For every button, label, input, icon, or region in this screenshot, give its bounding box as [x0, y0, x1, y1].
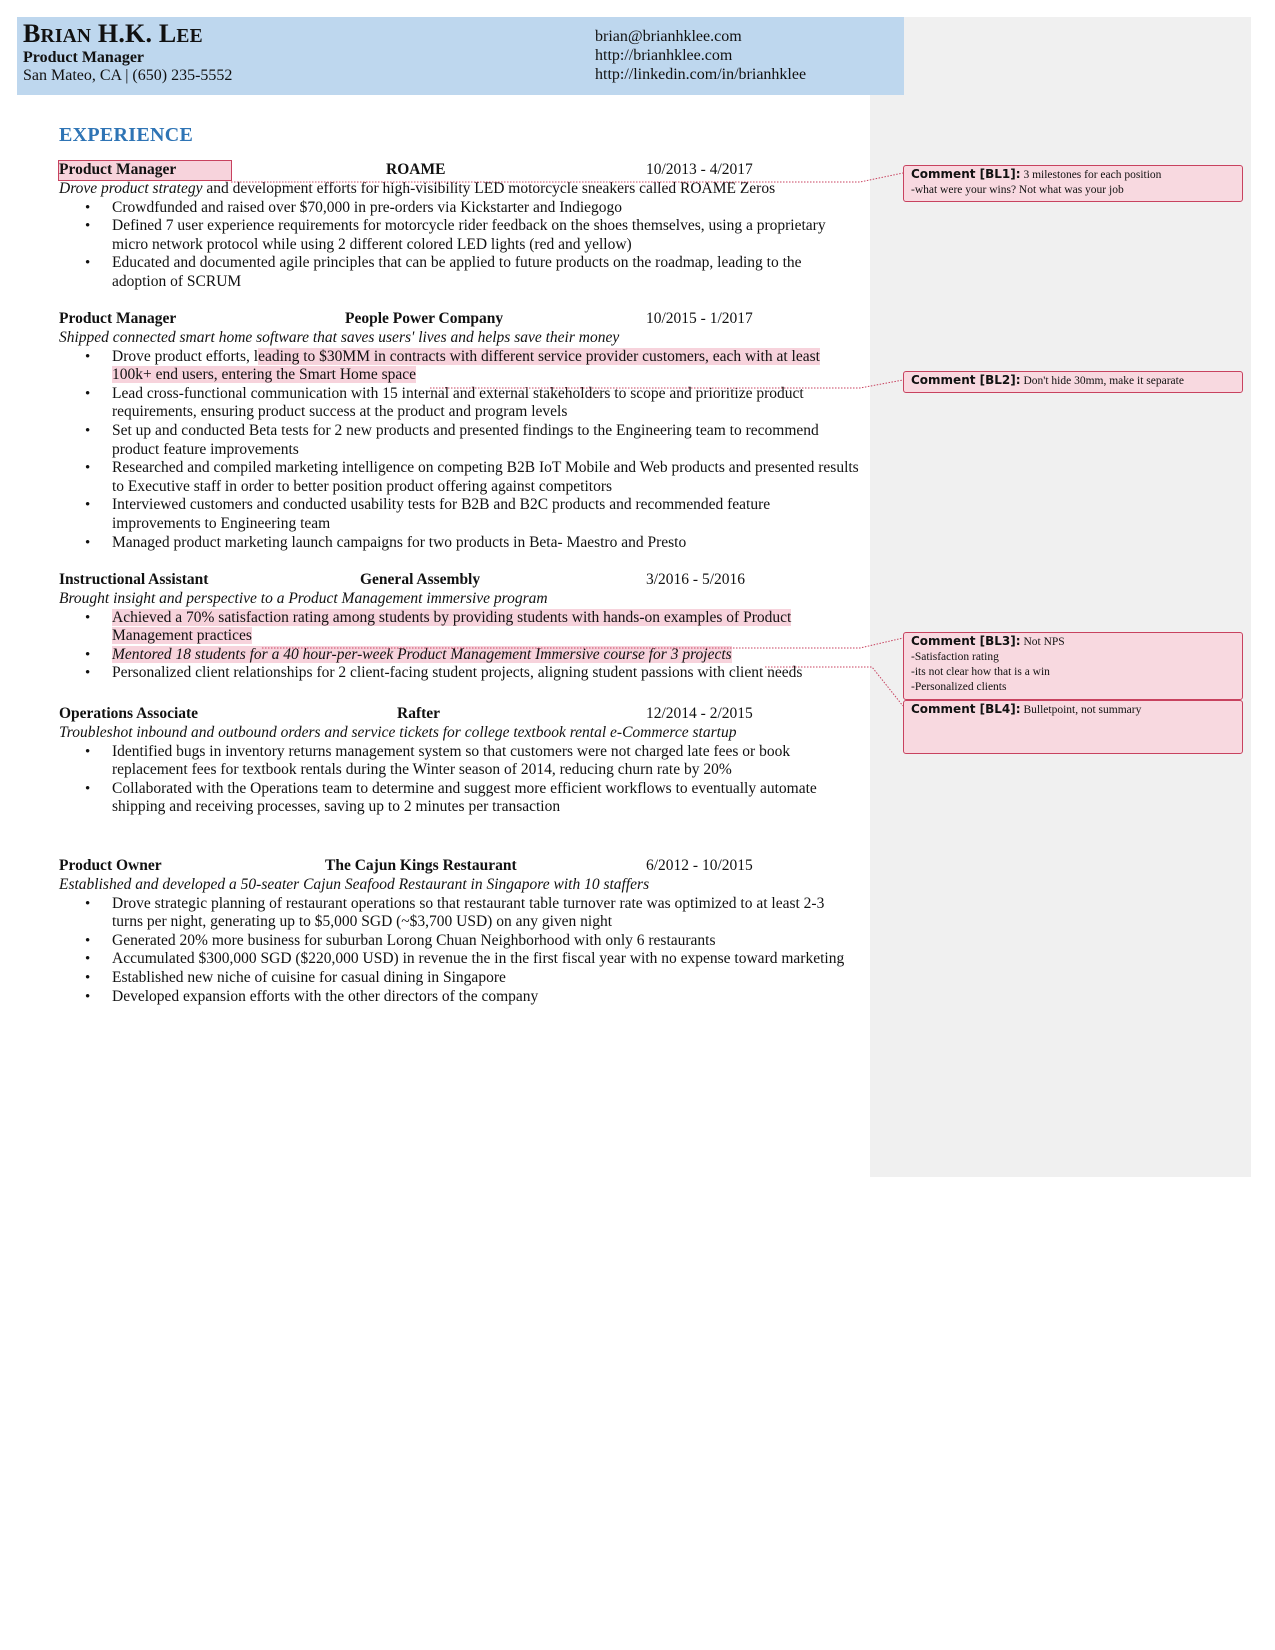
candidate-location: San Mateo, CA | (650) 235-5552 — [23, 67, 233, 84]
name-middle: H.K. — [97, 19, 153, 48]
list-item: • Established new niche of cuisine for casual dining in Singapore — [112, 969, 859, 988]
job-title[interactable]: Product Manager — [59, 161, 231, 180]
comment-line: -Personalized clients — [911, 681, 1007, 693]
comment-bl4[interactable] — [903, 700, 1243, 754]
summary-rest: and development efforts for high-visibility LED motorcycle sneakers called ROAME Zeros — [202, 180, 776, 197]
list-item: • Identified bugs in inventory returns management system so that customers were not charged late fees or book replacement fees for textbook rentals during the Winter season of 2014, reducing churn rate by 20% — [112, 743, 859, 780]
job-summary — [59, 180, 859, 199]
comment-label: Comment [BL4]: — [911, 702, 1021, 716]
job-header — [59, 571, 859, 590]
job-header — [59, 857, 859, 876]
comment-label: Comment [BL3]: — [911, 634, 1021, 648]
summary-italic: Drove product strategy — [59, 180, 203, 197]
list-item: • Crowdfunded and raised over $70,000 in pre-orders via Kickstarter and Indiegogo — [112, 199, 859, 218]
list-item — [112, 646, 859, 665]
comment-line: Not NPS — [1023, 636, 1065, 648]
comment-line: Don't hide 30mm, make it separate — [1023, 375, 1184, 387]
contact-website[interactable]: http://brianhklee.com — [595, 47, 733, 64]
section-title-experience: EXPERIENCE — [59, 124, 194, 146]
job-company: People Power Company — [345, 310, 504, 327]
list-item: • Generated 20% more business for suburban Lorong Chuan Neighborhood with only 6 restaurants — [112, 932, 859, 951]
name-first-initial: B — [23, 19, 41, 48]
contact-linkedin[interactable]: http://linkedin.com/in/brianhklee — [595, 66, 807, 83]
comment-label: Comment [BL1]: — [911, 167, 1021, 181]
list-item: • Drove strategic planning of restaurant operations so that restaurant table turnover rate was optimized to at least 2-3 turns per night, generating up to $5,000 SGD (~$3,700 USD) on any given night — [112, 895, 859, 932]
job-entry-general-assembly — [59, 571, 859, 683]
job-dates: 3/2016 - 5/2016 — [646, 571, 746, 588]
job-dates: 10/2015 - 1/2017 — [646, 310, 753, 327]
comment-line: -Satisfaction rating — [911, 651, 999, 663]
list-item: • Managed product marketing launch campaigns for two products in Beta- Maestro and Presto — [112, 534, 859, 553]
list-item: • Personalized client relationships for 2 client-facing student projects, aligning student passions with client needs — [112, 664, 859, 683]
job-company: General Assembly — [360, 571, 481, 588]
resume-header — [17, 17, 904, 95]
bullet-text: Drove product efforts, l — [112, 347, 259, 365]
job-entry-people-power — [59, 310, 859, 552]
list-item: • Set up and conducted Beta tests for 2 new products and presented findings to the Engineering team to recommend product feature improvements — [112, 422, 859, 459]
comment-label: Comment [BL2]: — [911, 373, 1021, 387]
job-company: ROAME — [386, 161, 446, 178]
candidate-title: Product Manager — [23, 49, 145, 66]
bullet-list — [59, 743, 859, 817]
highlighted-text[interactable]: eading to $30MM in contracts with different service provider customers, each with at least 100k+ end users, entering the Smart Home space — [112, 347, 820, 384]
bullet-list — [59, 895, 859, 1007]
job-entry-roame — [59, 161, 859, 292]
bullet-list — [59, 199, 859, 292]
job-company: Rafter — [397, 705, 441, 722]
bullet-list — [59, 609, 859, 683]
job-title: Product Manager — [59, 310, 177, 327]
list-item: • Defined 7 user experience requirements for motorcycle rider feedback on the shoes themselves, using a proprietary micro network protocol while using 2 different colored LED lights (red and yellow) — [112, 217, 859, 254]
comment-line: -what were your wins? Not what was your job — [911, 184, 1124, 196]
contact-block — [595, 27, 806, 84]
name-first-rest: RIAN — [40, 26, 92, 47]
list-item: • Researched and compiled marketing intelligence on competing B2B IoT Mobile and Web products and presented results to Executive staff in order to better position product offering against competitors — [112, 459, 859, 496]
list-item: • Collaborated with the Operations team to determine and suggest more efficient workflows to eventually automate shipping and receiving processes, saving up to 2 minutes per transaction — [112, 780, 859, 817]
comment-line: -its not clear how that is a win — [911, 666, 1050, 678]
job-dates: 10/2013 - 4/2017 — [646, 161, 753, 178]
job-entry-cajun-kings — [59, 857, 859, 1006]
name-last-rest: EE — [176, 26, 203, 47]
job-dates: 12/2014 - 2/2015 — [646, 705, 753, 722]
comment-line: Bulletpoint, not summary — [1023, 704, 1142, 716]
job-summary: Established and developed a 50-seater Cajun Seafood Restaurant in Singapore with 10 staffers — [59, 876, 650, 893]
candidate-name — [23, 19, 203, 49]
comment-line: 3 milestones for each position — [1023, 169, 1162, 181]
name-last-initial: L — [158, 19, 177, 48]
job-title: Instructional Assistant — [59, 571, 209, 588]
job-company: The Cajun Kings Restaurant — [325, 857, 517, 874]
list-item: • Interviewed customers and conducted usability tests for B2B and B2C products and recommended feature improvements to Engineering team — [112, 496, 859, 533]
list-item: • Educated and documented agile principles that can be applied to future products on the roadmap, leading to the adoption of SCRUM — [112, 254, 859, 291]
comment-bl2[interactable] — [903, 371, 1243, 393]
highlighted-text[interactable]: Achieved a 70% satisfaction rating among students by providing students with hands-on examples of Product Management practices — [112, 608, 792, 645]
job-summary: Brought insight and perspective to a Product Management immersive program — [59, 590, 548, 607]
list-item — [112, 348, 859, 385]
job-header — [59, 161, 859, 180]
list-item: • Developed expansion efforts with the other directors of the company — [112, 988, 859, 1007]
job-title: Product Owner — [59, 857, 162, 874]
job-header — [59, 310, 859, 329]
job-dates: 6/2012 - 10/2015 — [646, 857, 753, 874]
highlighted-text[interactable]: Mentored 18 students for a 40 hour-per-week Product Management Immersive course for 3 projects — [112, 645, 732, 663]
list-item: • Accumulated $300,000 SGD ($220,000 USD) in revenue the in the first fiscal year with no expense toward marketing — [112, 950, 859, 969]
list-item — [112, 609, 859, 646]
contact-email[interactable]: brian@brianhklee.com — [595, 28, 742, 45]
bullet-list — [59, 348, 859, 553]
job-title: Operations Associate — [59, 705, 199, 722]
list-item: • Lead cross-functional communication with 15 internal and external stakeholders to scope and prioritize product requirements, ensuring product success at the product and program levels — [112, 385, 859, 422]
job-summary: Shipped connected smart home software that saves users' lives and helps save their money — [59, 329, 620, 346]
job-summary: Troubleshot inbound and outbound orders and service tickets for college textbook rental e-Commerce startup — [59, 724, 737, 741]
job-entry-rafter — [59, 705, 859, 817]
comment-bl1[interactable] — [903, 165, 1243, 202]
comment-bl3[interactable] — [903, 632, 1243, 700]
job-header — [59, 705, 859, 724]
